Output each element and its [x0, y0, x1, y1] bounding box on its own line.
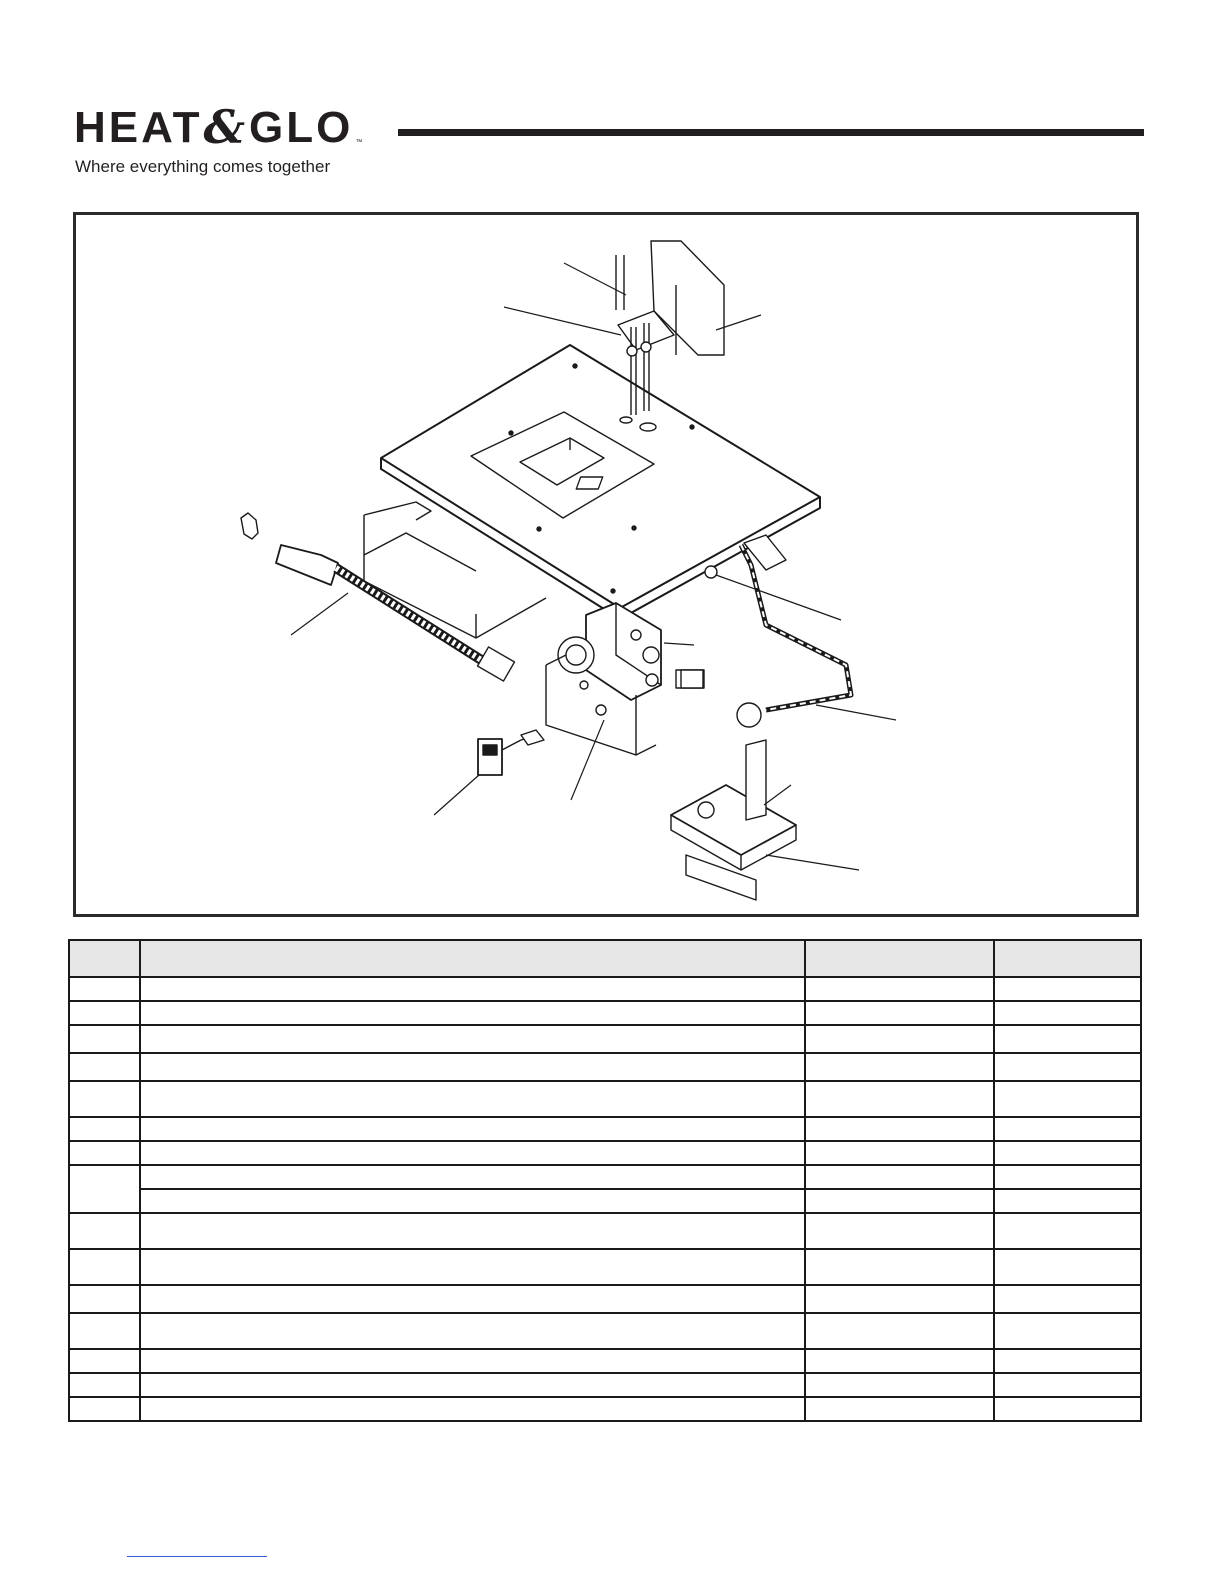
table-row: [69, 1189, 1141, 1213]
table-row: [69, 1001, 1141, 1025]
header-part-number-column: [805, 940, 994, 977]
header-description-column: [140, 940, 805, 977]
exploded-parts-diagram: [73, 212, 1139, 917]
parts-list-table: [68, 939, 1142, 1422]
logo-trademark: ™: [355, 139, 363, 146]
table-row: [69, 1053, 1141, 1081]
table-row: [69, 1349, 1141, 1373]
page-header: [0, 0, 1225, 200]
table-row: [69, 1081, 1141, 1117]
table-row: [69, 1285, 1141, 1313]
table-row: [69, 1165, 1141, 1189]
table-header-row: [69, 940, 1141, 977]
table-row: [69, 1117, 1141, 1141]
footer-link-underline[interactable]: [127, 1556, 267, 1557]
parts-diagram-drawing: [76, 215, 1136, 914]
on-off-switch: [478, 730, 544, 775]
table-row: [69, 1025, 1141, 1053]
header-rule: [398, 129, 1144, 136]
logo-text-heat: HEAT: [74, 103, 203, 152]
heat-glo-logo: [74, 100, 363, 154]
header-item-column: [69, 940, 140, 977]
table-row: [69, 1313, 1141, 1349]
logo-ampersand: &: [203, 100, 249, 154]
pilot-tube: [705, 535, 851, 727]
table-row: [69, 1249, 1141, 1285]
logo-text-glo: GLO: [249, 103, 354, 152]
header-qty-column: [994, 940, 1141, 977]
ignition-module: [671, 740, 796, 900]
brand-tagline: Where everything comes together: [75, 157, 331, 176]
table-row: [69, 1373, 1141, 1397]
table-row: [69, 977, 1141, 1001]
table-row: [69, 1397, 1141, 1421]
table-row: [69, 1213, 1141, 1249]
table-row: [69, 1141, 1141, 1165]
